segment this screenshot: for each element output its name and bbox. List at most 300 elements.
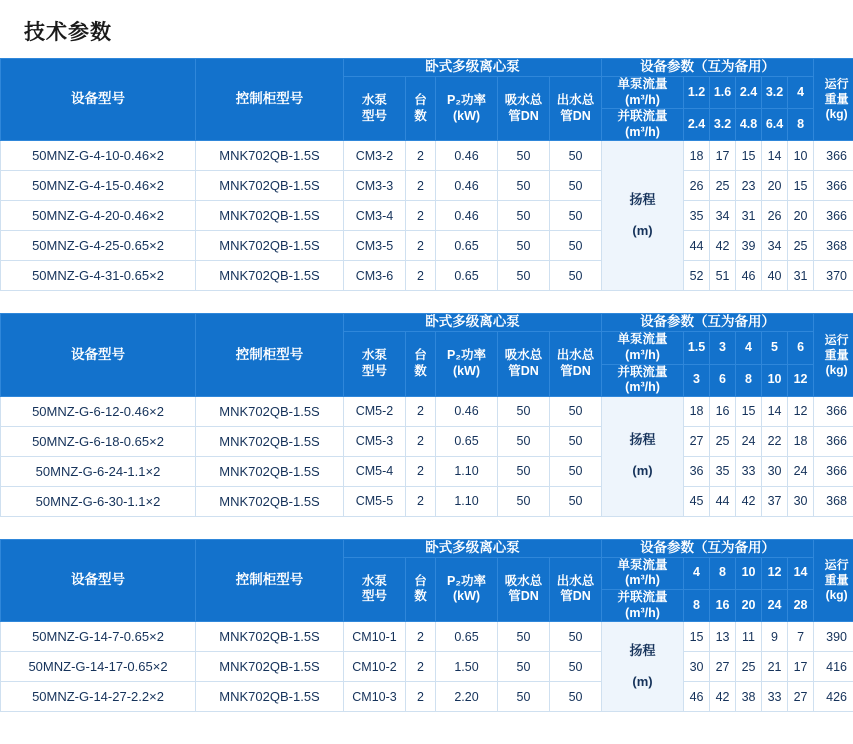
header-pump-group: 卧式多级离心泵 [344, 59, 602, 77]
cell-head-value: 52 [684, 261, 710, 291]
header-run-weight [814, 314, 853, 396]
cell-pump-model: CM10-1 [344, 622, 406, 652]
cell-control-cabinet: MNK702QB-1.5S [196, 426, 344, 456]
cell-stage-count: 2 [406, 396, 436, 426]
cell-head-value: 9 [762, 622, 788, 652]
cell-power: 1.50 [436, 652, 498, 682]
cell-power: 0.46 [436, 201, 498, 231]
cell-head-value: 42 [736, 486, 762, 516]
cell-pump-model: CM10-2 [344, 652, 406, 682]
cell-run-weight: 366 [814, 171, 853, 201]
run-weight-unit: (kg) [814, 363, 853, 378]
cell-head-value: 35 [710, 456, 736, 486]
cell-head-label [602, 622, 684, 712]
cell-pump-model: CM3-4 [344, 201, 406, 231]
header-run-weight [814, 59, 853, 141]
cell-suction-dn: 50 [498, 652, 550, 682]
cell-outlet-dn: 50 [550, 426, 602, 456]
cell-stage-count: 2 [406, 141, 436, 171]
cell-pump-model: CM5-5 [344, 486, 406, 516]
cell-head-value: 11 [736, 622, 762, 652]
cell-head-value: 12 [788, 396, 814, 426]
cell-power: 0.65 [436, 231, 498, 261]
single-flow-value: 4 [684, 557, 710, 589]
parallel-flow-unit: (m³/h) [602, 606, 683, 622]
cell-head-value: 31 [736, 201, 762, 231]
header-control-cabinet: 控制柜型号 [196, 59, 344, 141]
cell-head-value: 36 [684, 456, 710, 486]
cell-stage-count: 2 [406, 201, 436, 231]
cell-head-value: 25 [736, 652, 762, 682]
single-flow-unit: (m³/h) [602, 573, 683, 589]
header-power-line2: (kW) [436, 364, 497, 380]
cell-head-value: 46 [684, 682, 710, 712]
cell-head-value: 40 [762, 261, 788, 291]
cell-outlet-dn: 50 [550, 396, 602, 426]
parallel-flow-value: 28 [788, 589, 814, 621]
header-suction-dn-line2: 管DN [498, 109, 549, 125]
cell-suction-dn: 50 [498, 231, 550, 261]
single-flow-value: 1.6 [710, 76, 736, 108]
table-row [1, 171, 853, 201]
header-pump-model-line1: 水泵 [344, 93, 405, 109]
cell-head-value: 27 [684, 426, 710, 456]
page-title: 技术参数 [24, 16, 853, 46]
parallel-flow-value: 20 [736, 589, 762, 621]
run-weight-line2: 重量 [814, 573, 853, 588]
cell-stage-count: 2 [406, 261, 436, 291]
header-stage-count [406, 332, 436, 397]
header-power-line1: P₂功率 [436, 93, 497, 109]
cell-head-value: 39 [736, 231, 762, 261]
parallel-flow-value: 10 [762, 364, 788, 396]
cell-control-cabinet: MNK702QB-1.5S [196, 682, 344, 712]
single-flow-value: 12 [762, 557, 788, 589]
cell-head-value: 25 [710, 171, 736, 201]
single-flow-value: 8 [710, 557, 736, 589]
cell-head-value: 33 [736, 456, 762, 486]
cell-model: 50MNZ-G-6-30-1.1×2 [1, 486, 196, 516]
header-run-weight [814, 539, 853, 621]
header-single-flow [602, 557, 684, 589]
cell-model: 50MNZ-G-14-17-0.65×2 [1, 652, 196, 682]
run-weight-line1: 运行 [814, 333, 853, 348]
single-flow-value: 1.2 [684, 76, 710, 108]
table-body [1, 141, 853, 291]
parallel-flow-value: 3.2 [710, 109, 736, 141]
head-unit: (m) [602, 461, 683, 482]
table-row [1, 486, 853, 516]
cell-head-value: 14 [762, 396, 788, 426]
header-pump-model [344, 332, 406, 397]
table-header [1, 539, 853, 621]
header-stage-count-line1: 台 [406, 574, 435, 590]
run-weight-line2: 重量 [814, 348, 853, 363]
parallel-flow-value: 4.8 [736, 109, 762, 141]
head-gap [602, 451, 683, 461]
cell-outlet-dn: 50 [550, 456, 602, 486]
table-spacer [0, 303, 853, 313]
cell-suction-dn: 50 [498, 201, 550, 231]
table-row [1, 456, 853, 486]
cell-head-value: 15 [736, 396, 762, 426]
header-outlet-dn-line2: 管DN [550, 109, 601, 125]
cell-head-value: 42 [710, 682, 736, 712]
single-flow-value: 1.5 [684, 332, 710, 364]
parallel-flow-label: 并联流量 [602, 590, 683, 606]
cell-head-value: 25 [788, 231, 814, 261]
single-flow-value: 4 [736, 332, 762, 364]
header-power-line1: P₂功率 [436, 574, 497, 590]
cell-head-value: 15 [788, 171, 814, 201]
cell-run-weight: 366 [814, 396, 853, 426]
header-power-line2: (kW) [436, 589, 497, 605]
single-flow-label: 单泵流量 [602, 332, 683, 348]
header-model: 设备型号 [1, 539, 196, 621]
cell-head-value: 31 [788, 261, 814, 291]
table-row [1, 201, 853, 231]
header-outlet-dn [550, 557, 602, 622]
table-row [1, 261, 853, 291]
single-flow-value: 5 [762, 332, 788, 364]
cell-stage-count: 2 [406, 456, 436, 486]
header-control-cabinet: 控制柜型号 [196, 314, 344, 396]
parallel-flow-value: 8 [788, 109, 814, 141]
parallel-flow-label: 并联流量 [602, 109, 683, 125]
header-row-group [1, 539, 853, 557]
cell-head-value: 37 [762, 486, 788, 516]
parallel-flow-value: 12 [788, 364, 814, 396]
table-row [1, 231, 853, 261]
cell-run-weight: 366 [814, 141, 853, 171]
table-row [1, 652, 853, 682]
cell-pump-model: CM3-6 [344, 261, 406, 291]
single-flow-label: 单泵流量 [602, 77, 683, 93]
cell-head-value: 34 [762, 231, 788, 261]
cell-head-value: 42 [710, 231, 736, 261]
header-pump-group: 卧式多级离心泵 [344, 314, 602, 332]
cell-power: 2.20 [436, 682, 498, 712]
head-gap [602, 662, 683, 672]
parallel-flow-value: 24 [762, 589, 788, 621]
cell-head-value: 33 [762, 682, 788, 712]
header-suction-dn [498, 76, 550, 141]
cell-control-cabinet: MNK702QB-1.5S [196, 141, 344, 171]
cell-run-weight: 426 [814, 682, 853, 712]
cell-outlet-dn: 50 [550, 171, 602, 201]
header-parallel-flow [602, 364, 684, 396]
head-label: 扬程 [602, 641, 683, 662]
single-flow-unit: (m³/h) [602, 93, 683, 109]
spec-table [0, 539, 853, 712]
parallel-flow-value: 6.4 [762, 109, 788, 141]
single-flow-value: 3.2 [762, 76, 788, 108]
cell-run-weight: 368 [814, 231, 853, 261]
cell-suction-dn: 50 [498, 426, 550, 456]
header-outlet-dn-line2: 管DN [550, 589, 601, 605]
header-model: 设备型号 [1, 59, 196, 141]
cell-control-cabinet: MNK702QB-1.5S [196, 261, 344, 291]
cell-head-value: 25 [710, 426, 736, 456]
cell-model: 50MNZ-G-14-27-2.2×2 [1, 682, 196, 712]
header-stage-count [406, 557, 436, 622]
cell-suction-dn: 50 [498, 261, 550, 291]
spec-page [0, 16, 853, 712]
cell-pump-model: CM10-3 [344, 682, 406, 712]
cell-run-weight: 370 [814, 261, 853, 291]
cell-stage-count: 2 [406, 171, 436, 201]
cell-head-value: 26 [684, 171, 710, 201]
cell-model: 50MNZ-G-4-20-0.46×2 [1, 201, 196, 231]
single-flow-value: 3 [710, 332, 736, 364]
header-row-group [1, 314, 853, 332]
header-outlet-dn-line1: 出水总 [550, 348, 601, 364]
cell-control-cabinet: MNK702QB-1.5S [196, 231, 344, 261]
single-flow-value: 4 [788, 76, 814, 108]
parallel-flow-value: 3 [684, 364, 710, 396]
table-row [1, 682, 853, 712]
cell-pump-model: CM3-2 [344, 141, 406, 171]
table-spacer [0, 529, 853, 539]
cell-head-value: 20 [788, 201, 814, 231]
cell-outlet-dn: 50 [550, 486, 602, 516]
cell-head-value: 45 [684, 486, 710, 516]
cell-control-cabinet: MNK702QB-1.5S [196, 171, 344, 201]
cell-head-label [602, 141, 684, 291]
cell-pump-model: CM5-4 [344, 456, 406, 486]
cell-stage-count: 2 [406, 622, 436, 652]
cell-power: 0.46 [436, 171, 498, 201]
cell-outlet-dn: 50 [550, 652, 602, 682]
cell-stage-count: 2 [406, 652, 436, 682]
cell-head-value: 21 [762, 652, 788, 682]
cell-head-value: 23 [736, 171, 762, 201]
head-unit: (m) [602, 672, 683, 693]
single-flow-value: 14 [788, 557, 814, 589]
cell-head-value: 30 [788, 486, 814, 516]
parallel-flow-value: 2.4 [684, 109, 710, 141]
cell-head-value: 24 [788, 456, 814, 486]
cell-head-value: 18 [788, 426, 814, 456]
header-pump-model-line1: 水泵 [344, 348, 405, 364]
parallel-flow-label: 并联流量 [602, 365, 683, 381]
cell-power: 0.46 [436, 396, 498, 426]
cell-head-label [602, 396, 684, 516]
cell-head-value: 35 [684, 201, 710, 231]
cell-stage-count: 2 [406, 486, 436, 516]
spec-table [0, 313, 853, 516]
cell-model: 50MNZ-G-4-15-0.46×2 [1, 171, 196, 201]
cell-head-value: 10 [788, 141, 814, 171]
cell-head-value: 16 [710, 396, 736, 426]
header-power [436, 557, 498, 622]
parallel-flow-value: 8 [736, 364, 762, 396]
table-row [1, 622, 853, 652]
header-parallel-flow [602, 589, 684, 621]
cell-outlet-dn: 50 [550, 622, 602, 652]
cell-model: 50MNZ-G-4-25-0.65×2 [1, 231, 196, 261]
cell-head-value: 46 [736, 261, 762, 291]
table-header [1, 59, 853, 141]
cell-run-weight: 366 [814, 201, 853, 231]
header-single-flow [602, 332, 684, 364]
header-suction-dn [498, 557, 550, 622]
parallel-flow-unit: (m³/h) [602, 125, 683, 141]
cell-pump-model: CM3-5 [344, 231, 406, 261]
header-pump-model [344, 76, 406, 141]
cell-suction-dn: 50 [498, 141, 550, 171]
header-outlet-dn-line1: 出水总 [550, 93, 601, 109]
cell-suction-dn: 50 [498, 486, 550, 516]
header-stage-count-line2: 数 [406, 364, 435, 380]
header-stage-count [406, 76, 436, 141]
header-power-line2: (kW) [436, 109, 497, 125]
tables-container [0, 58, 853, 712]
cell-outlet-dn: 50 [550, 682, 602, 712]
cell-head-value: 24 [736, 426, 762, 456]
cell-suction-dn: 50 [498, 396, 550, 426]
cell-head-value: 18 [684, 396, 710, 426]
table-row [1, 426, 853, 456]
header-suction-dn-line1: 吸水总 [498, 93, 549, 109]
cell-model: 50MNZ-G-4-31-0.65×2 [1, 261, 196, 291]
cell-control-cabinet: MNK702QB-1.5S [196, 652, 344, 682]
single-flow-value: 2.4 [736, 76, 762, 108]
cell-head-value: 7 [788, 622, 814, 652]
table-row [1, 396, 853, 426]
header-power [436, 76, 498, 141]
parallel-flow-value: 16 [710, 589, 736, 621]
table-row [1, 141, 853, 171]
cell-run-weight: 366 [814, 426, 853, 456]
single-flow-label: 单泵流量 [602, 558, 683, 574]
header-pump-model-line2: 型号 [344, 364, 405, 380]
header-pump-model-line2: 型号 [344, 109, 405, 125]
spec-table [0, 58, 853, 291]
cell-head-value: 27 [788, 682, 814, 712]
cell-head-value: 15 [736, 141, 762, 171]
cell-pump-model: CM5-2 [344, 396, 406, 426]
cell-head-value: 18 [684, 141, 710, 171]
cell-suction-dn: 50 [498, 171, 550, 201]
header-suction-dn-line1: 吸水总 [498, 348, 549, 364]
cell-head-value: 15 [684, 622, 710, 652]
head-label: 扬程 [602, 190, 683, 211]
cell-stage-count: 2 [406, 231, 436, 261]
header-control-cabinet: 控制柜型号 [196, 539, 344, 621]
header-device-group: 设备参数（互为备用） [602, 539, 814, 557]
header-outlet-dn [550, 332, 602, 397]
header-outlet-dn [550, 76, 602, 141]
header-row-group [1, 59, 853, 77]
cell-head-value: 44 [684, 231, 710, 261]
cell-stage-count: 2 [406, 682, 436, 712]
cell-head-value: 30 [684, 652, 710, 682]
table-header [1, 314, 853, 396]
cell-run-weight: 390 [814, 622, 853, 652]
cell-pump-model: CM5-3 [344, 426, 406, 456]
header-parallel-flow [602, 109, 684, 141]
table-body [1, 396, 853, 516]
cell-control-cabinet: MNK702QB-1.5S [196, 622, 344, 652]
cell-model: 50MNZ-G-4-10-0.46×2 [1, 141, 196, 171]
head-unit: (m) [602, 221, 683, 242]
cell-head-value: 34 [710, 201, 736, 231]
cell-pump-model: CM3-3 [344, 171, 406, 201]
header-power [436, 332, 498, 397]
cell-model: 50MNZ-G-6-12-0.46×2 [1, 396, 196, 426]
cell-head-value: 38 [736, 682, 762, 712]
header-suction-dn [498, 332, 550, 397]
header-outlet-dn-line1: 出水总 [550, 574, 601, 590]
single-flow-value: 10 [736, 557, 762, 589]
run-weight-line1: 运行 [814, 558, 853, 573]
head-label: 扬程 [602, 430, 683, 451]
run-weight-line2: 重量 [814, 92, 853, 107]
cell-power: 0.65 [436, 622, 498, 652]
cell-suction-dn: 50 [498, 682, 550, 712]
cell-run-weight: 416 [814, 652, 853, 682]
cell-head-value: 44 [710, 486, 736, 516]
cell-power: 0.65 [436, 426, 498, 456]
table-body [1, 622, 853, 712]
cell-head-value: 30 [762, 456, 788, 486]
run-weight-line1: 运行 [814, 77, 853, 92]
header-pump-model-line2: 型号 [344, 589, 405, 605]
parallel-flow-value: 8 [684, 589, 710, 621]
cell-outlet-dn: 50 [550, 261, 602, 291]
cell-head-value: 26 [762, 201, 788, 231]
header-suction-dn-line2: 管DN [498, 589, 549, 605]
single-flow-value: 6 [788, 332, 814, 364]
header-single-flow [602, 76, 684, 108]
cell-power: 0.46 [436, 141, 498, 171]
header-stage-count-line2: 数 [406, 589, 435, 605]
cell-suction-dn: 50 [498, 622, 550, 652]
cell-control-cabinet: MNK702QB-1.5S [196, 396, 344, 426]
cell-control-cabinet: MNK702QB-1.5S [196, 201, 344, 231]
cell-power: 1.10 [436, 456, 498, 486]
header-pump-group: 卧式多级离心泵 [344, 539, 602, 557]
run-weight-unit: (kg) [814, 107, 853, 122]
header-device-group: 设备参数（互为备用） [602, 314, 814, 332]
cell-stage-count: 2 [406, 426, 436, 456]
cell-head-value: 14 [762, 141, 788, 171]
cell-head-value: 27 [710, 652, 736, 682]
header-stage-count-line1: 台 [406, 348, 435, 364]
cell-control-cabinet: MNK702QB-1.5S [196, 456, 344, 486]
header-outlet-dn-line2: 管DN [550, 364, 601, 380]
cell-control-cabinet: MNK702QB-1.5S [196, 486, 344, 516]
run-weight-unit: (kg) [814, 588, 853, 603]
cell-outlet-dn: 50 [550, 141, 602, 171]
cell-head-value: 17 [710, 141, 736, 171]
cell-outlet-dn: 50 [550, 201, 602, 231]
cell-model: 50MNZ-G-6-18-0.65×2 [1, 426, 196, 456]
cell-run-weight: 366 [814, 456, 853, 486]
header-pump-model-line1: 水泵 [344, 574, 405, 590]
cell-outlet-dn: 50 [550, 231, 602, 261]
header-suction-dn-line1: 吸水总 [498, 574, 549, 590]
parallel-flow-unit: (m³/h) [602, 380, 683, 396]
cell-run-weight: 368 [814, 486, 853, 516]
header-device-group: 设备参数（互为备用） [602, 59, 814, 77]
header-pump-model [344, 557, 406, 622]
cell-head-value: 22 [762, 426, 788, 456]
header-model: 设备型号 [1, 314, 196, 396]
cell-suction-dn: 50 [498, 456, 550, 486]
header-power-line1: P₂功率 [436, 348, 497, 364]
